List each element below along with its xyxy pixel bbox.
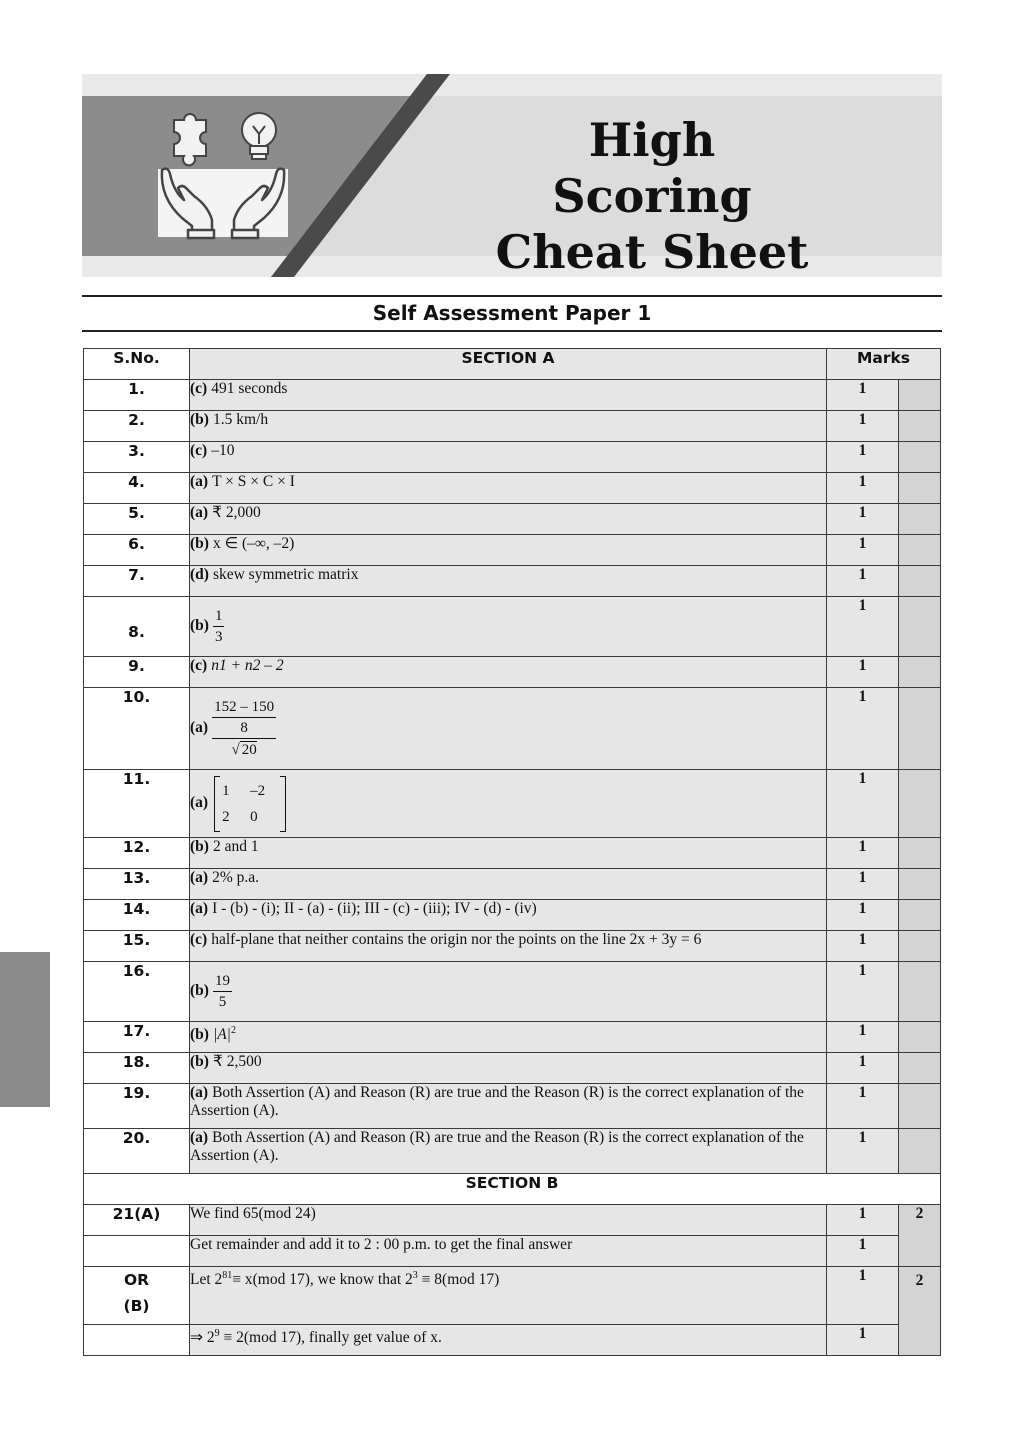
exponent: 2 <box>230 1025 236 1036</box>
table-row <box>84 657 941 688</box>
fraction-numerator: 19 <box>213 971 232 992</box>
section-b-heading: SECTION B <box>84 1174 941 1205</box>
answer-cell <box>190 657 827 688</box>
answer-cell <box>190 900 827 931</box>
or-label: OR <box>123 1271 150 1289</box>
answer-table <box>83 348 941 1356</box>
header-sno: S.No. <box>84 349 190 380</box>
fraction-denominator: 3 <box>214 629 223 645</box>
answer-text: half-plane that neither contains the origin nor the points on the line 2x + 3y = 6 <box>211 931 702 948</box>
answer-text: skew symmetric matrix <box>212 566 359 583</box>
mark-cell: 1 <box>827 535 899 566</box>
row-number: 13. <box>84 869 190 900</box>
row-number: 21(A) <box>84 1205 190 1236</box>
table-row <box>84 566 941 597</box>
mark-cell: 1 <box>827 962 899 1022</box>
fraction-bottom: √ 20 <box>231 741 257 758</box>
total-cell <box>899 535 941 566</box>
table-row <box>84 535 941 566</box>
option-label: (a) <box>190 473 209 490</box>
mark-cell: 1 <box>827 900 899 931</box>
answer-text: x ∈ (–∞, –2) <box>212 535 295 552</box>
total-cell <box>899 838 941 869</box>
option-label: (c) <box>190 442 208 459</box>
answer-text: Both Assertion (A) and Reason (R) are true and the Reason (R) is the correct explanation of the Assertion (A). <box>190 1084 804 1119</box>
fraction-top: 152 – 150 <box>212 697 276 718</box>
answer-cell <box>190 566 827 597</box>
mark-cell: 1 <box>827 1205 899 1236</box>
option-label: (a) <box>190 794 209 812</box>
answer-cell <box>190 688 827 770</box>
table-row <box>84 900 941 931</box>
paper-subheading: Self Assessment Paper 1 <box>372 301 652 325</box>
answer-text: –10 <box>211 442 235 459</box>
page-title <box>482 112 822 277</box>
fraction <box>213 606 225 647</box>
total-cell <box>899 597 941 657</box>
row-number: 11. <box>84 770 190 838</box>
row-number: 16. <box>84 962 190 1022</box>
answer-text: ⇒ 2 <box>190 1329 215 1347</box>
mark-cell: 1 <box>827 597 899 657</box>
mark-cell: 1 <box>827 869 899 900</box>
top-rule <box>82 295 942 297</box>
header-section-a: SECTION A <box>190 349 827 380</box>
answer-text: 491 seconds <box>211 380 288 397</box>
row-number: 9. <box>84 657 190 688</box>
mark-cell: 1 <box>827 504 899 535</box>
row-number <box>84 1267 190 1325</box>
answer-text: n1 + n2 – 2 <box>211 657 284 674</box>
row-number: 6. <box>84 535 190 566</box>
table-row <box>84 1236 941 1267</box>
option-label: (c) <box>190 657 208 674</box>
mark-cell: 1 <box>827 566 899 597</box>
table-row <box>84 380 941 411</box>
answer-text: 2% p.a. <box>212 869 259 886</box>
header-banner <box>82 74 942 277</box>
table-row <box>84 504 941 535</box>
option-label: (b) <box>190 1026 209 1044</box>
exponent: 9 <box>214 1328 220 1339</box>
answer-cell <box>190 411 827 442</box>
answer-text: 2 and 1 <box>212 838 259 855</box>
table-row <box>84 597 941 657</box>
total-cell <box>899 442 941 473</box>
answer-cell <box>190 504 827 535</box>
row-number <box>84 1236 190 1267</box>
table-row <box>84 1205 941 1236</box>
option-label: (a) <box>190 504 209 521</box>
table-row <box>84 1325 941 1356</box>
option-label: (b) <box>190 982 209 1000</box>
side-tab <box>0 952 50 1107</box>
row-number: 7. <box>84 566 190 597</box>
answer-cell <box>190 535 827 566</box>
mark-cell: 1 <box>827 1325 899 1356</box>
total-cell <box>899 1084 941 1129</box>
mark-cell: 1 <box>827 1053 899 1084</box>
title-line-2: Cheat Sheet <box>495 225 809 277</box>
answer-cell <box>190 597 827 657</box>
answer-text: ₹ 2,500 <box>212 1053 262 1070</box>
option-label: (a) <box>190 719 209 737</box>
section-b-row <box>84 1174 941 1205</box>
mark-cell: 1 <box>827 657 899 688</box>
answer-text: 1.5 km/h <box>212 411 269 428</box>
total-cell <box>899 1053 941 1084</box>
row-number: 12. <box>84 838 190 869</box>
mark-cell: 1 <box>827 838 899 869</box>
table-row <box>84 869 941 900</box>
option-label: (d) <box>190 566 209 583</box>
answer-cell <box>190 380 827 411</box>
row-number: 18. <box>84 1053 190 1084</box>
mark-cell: 1 <box>827 1236 899 1267</box>
option-b-label: (B) <box>123 1297 150 1315</box>
total-cell <box>899 380 941 411</box>
answer-cell <box>190 1084 827 1129</box>
compound-fraction <box>212 697 276 761</box>
row-number: 10. <box>84 688 190 770</box>
option-label: (b) <box>190 838 209 855</box>
row-number <box>84 1325 190 1356</box>
sqrt-value: 20 <box>241 741 257 758</box>
title-line-1: High Scoring <box>552 113 752 223</box>
answer-cell <box>190 473 827 504</box>
total-cell: 2 <box>899 1205 941 1267</box>
row-number: 1. <box>84 380 190 411</box>
answer-text: I - (b) - (i); II - (a) - (ii); III - (c) - (iii); IV - (d) - (iv) <box>212 900 537 917</box>
mark-cell: 1 <box>827 380 899 411</box>
mark-cell: 1 <box>827 931 899 962</box>
mark-cell: 1 <box>827 770 899 838</box>
total-cell <box>899 1022 941 1053</box>
option-label: (c) <box>190 380 208 397</box>
mark-cell: 1 <box>827 688 899 770</box>
row-number: 8. <box>84 597 190 657</box>
answer-cell: We find 65(mod 24) <box>190 1205 827 1236</box>
option-label: (a) <box>190 1129 209 1146</box>
matrix-cell: 0 <box>250 808 258 825</box>
row-number: 14. <box>84 900 190 931</box>
fraction-numerator: 1 <box>213 606 225 627</box>
table-row <box>84 1022 941 1053</box>
table-row <box>84 411 941 442</box>
option-label: (a) <box>190 869 209 886</box>
mark-cell: 1 <box>827 1267 899 1325</box>
fraction <box>213 971 232 1012</box>
row-number: 17. <box>84 1022 190 1053</box>
exponent: 81 <box>222 1270 233 1281</box>
table-row <box>84 962 941 1022</box>
table-row <box>84 1053 941 1084</box>
fraction-middle: 8 <box>212 718 276 739</box>
table-header-row <box>84 349 941 380</box>
answer-text: ≡ 2(mod 17), finally get value of x. <box>219 1329 442 1347</box>
mark-cell: 1 <box>827 473 899 504</box>
total-cell <box>899 869 941 900</box>
option-label: (a) <box>190 1084 209 1101</box>
answer-text: ≡ x(mod 17), we know that 2 <box>232 1271 413 1289</box>
row-number: 20. <box>84 1129 190 1174</box>
answer-cell <box>190 1129 827 1174</box>
total-cell <box>899 411 941 442</box>
answer-cell <box>190 962 827 1022</box>
answer-cell <box>190 869 827 900</box>
row-number: 2. <box>84 411 190 442</box>
option-label: (b) <box>190 617 209 635</box>
answer-text: Let 2 <box>190 1271 223 1289</box>
table-row <box>84 770 941 838</box>
option-label: (b) <box>190 411 209 428</box>
total-cell <box>899 770 941 838</box>
answer-text: ≡ 8(mod 17) <box>417 1271 500 1289</box>
row-number: 5. <box>84 504 190 535</box>
answer-text: |A| <box>212 1026 231 1044</box>
row-number: 3. <box>84 442 190 473</box>
total-cell: 2 <box>899 1267 941 1356</box>
answer-cell: Get remainder and add it to 2 : 00 p.m. to get the final answer <box>190 1236 827 1267</box>
option-label: (b) <box>190 535 209 552</box>
option-label: (a) <box>190 900 209 917</box>
answer-cell <box>190 838 827 869</box>
answer-cell <box>190 1053 827 1084</box>
total-cell <box>899 931 941 962</box>
mark-cell: 1 <box>827 1084 899 1129</box>
matrix <box>212 776 288 832</box>
table-row <box>84 1129 941 1174</box>
bottom-rule <box>82 330 942 332</box>
total-cell <box>899 688 941 770</box>
total-cell <box>899 473 941 504</box>
table-row <box>84 473 941 504</box>
answer-text: ₹ 2,000 <box>212 504 261 521</box>
mark-cell: 1 <box>827 411 899 442</box>
header-marks: Marks <box>827 349 941 380</box>
answer-cell <box>190 1325 827 1356</box>
fraction-denominator: 5 <box>218 994 227 1010</box>
option-label: (b) <box>190 1053 209 1070</box>
table-row <box>84 1084 941 1129</box>
total-cell <box>899 1129 941 1174</box>
total-cell <box>899 962 941 1022</box>
row-number: 4. <box>84 473 190 504</box>
answer-cell <box>190 770 827 838</box>
matrix-cell: –2 <box>250 782 266 799</box>
total-cell <box>899 900 941 931</box>
total-cell <box>899 657 941 688</box>
table-row <box>84 688 941 770</box>
answer-cell <box>190 1267 827 1325</box>
mark-cell: 1 <box>827 1022 899 1053</box>
answer-cell <box>190 931 827 962</box>
exponent: 3 <box>412 1270 418 1281</box>
table-row <box>84 931 941 962</box>
mark-cell: 1 <box>827 442 899 473</box>
answer-text: T × S × C × I <box>212 473 295 490</box>
table-row <box>84 838 941 869</box>
table-row <box>84 442 941 473</box>
answer-cell <box>190 442 827 473</box>
answer-text: Both Assertion (A) and Reason (R) are true and the Reason (R) is the correct explanation of the Assertion (A). <box>190 1129 804 1164</box>
row-number: 15. <box>84 931 190 962</box>
table-row <box>84 1267 941 1325</box>
option-label: (c) <box>190 931 208 948</box>
matrix-cell: 2 <box>222 808 230 825</box>
answer-cell <box>190 1022 827 1053</box>
total-cell <box>899 504 941 535</box>
mark-cell: 1 <box>827 1129 899 1174</box>
row-number: 19. <box>84 1084 190 1129</box>
total-cell <box>899 566 941 597</box>
matrix-cell: 1 <box>222 782 230 799</box>
